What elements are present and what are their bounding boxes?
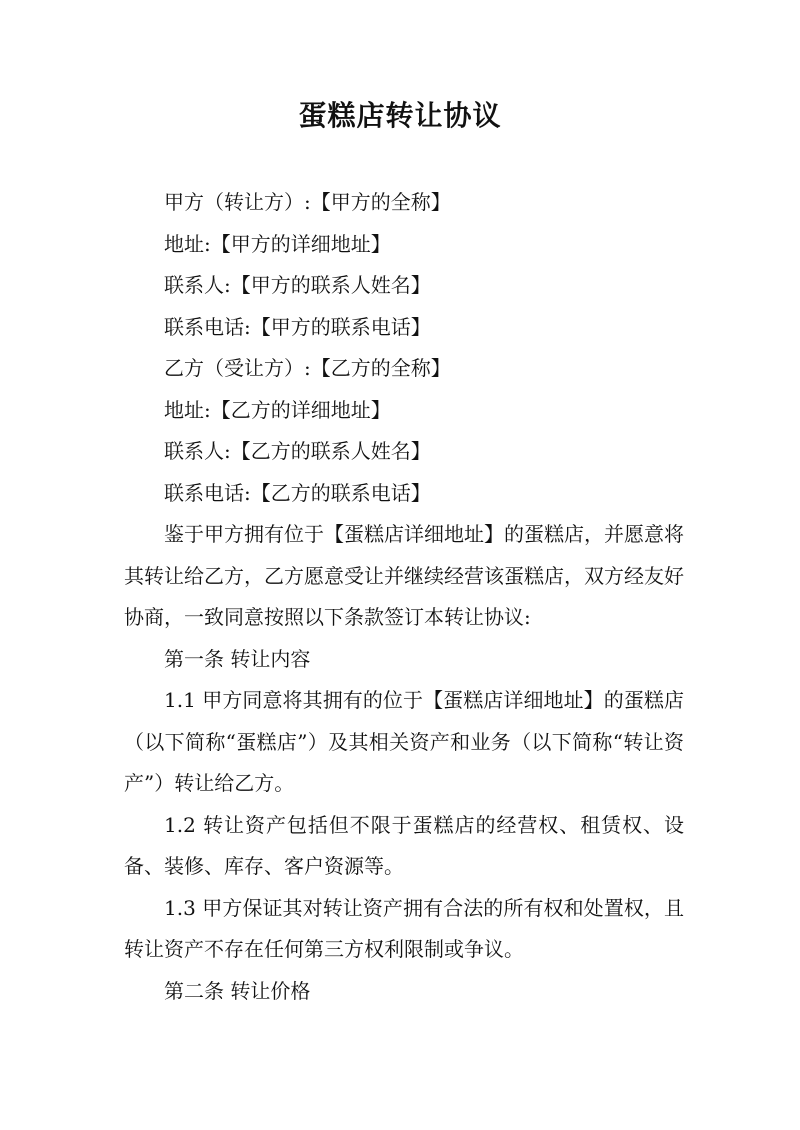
document-body bbox=[124, 182, 684, 1012]
preamble-paragraph: 鉴于甲方拥有位于【蛋糕店详细地址】的蛋糕店，并愿意将其转让给乙方，乙方愿意受让并继续经营该蛋糕店，双方经友好协商，一致同意按照以下条款签订本转让协议: bbox=[124, 522, 684, 629]
party-b-phone: 联系电话:【乙方的联系电话】 bbox=[164, 480, 431, 505]
party-a-contact: 联系人:【甲方的联系人姓名】 bbox=[164, 273, 431, 297]
article-1-heading: 第一条 转让内容 bbox=[164, 646, 311, 671]
party-b-address: 地址:【乙方的详细地址】 bbox=[164, 397, 391, 422]
party-b-name: 乙方（受让方）:【乙方的全称】 bbox=[164, 356, 451, 380]
document-title: 蛋糕店转让协议 bbox=[298, 99, 502, 132]
party-a-name: 甲方（转让方）:【甲方的全称】 bbox=[164, 190, 451, 214]
party-b-contact: 联系人:【乙方的联系人姓名】 bbox=[164, 439, 431, 463]
clause-1-3: 1.3 甲方保证其对转让资产拥有合法的所有权和处置权，且转让资产不存在任何第三方权利限制或争议。 bbox=[124, 895, 684, 961]
party-a-address: 地址:【甲方的详细地址】 bbox=[164, 231, 391, 256]
party-a-phone: 联系电话:【甲方的联系电话】 bbox=[164, 314, 431, 339]
clause-1-1: 1.1 甲方同意将其拥有的位于【蛋糕店详细地址】的蛋糕店（以下简称“蛋糕店”）及其相关资产和业务（以下简称“转让资产”）转让给乙方。 bbox=[124, 688, 684, 795]
article-2-heading: 第二条 转让价格 bbox=[164, 978, 311, 1003]
clause-1-2: 1.2 转让资产包括但不限于蛋糕店的经营权、租赁权、设备、装修、库存、客户资源等。 bbox=[124, 812, 684, 878]
